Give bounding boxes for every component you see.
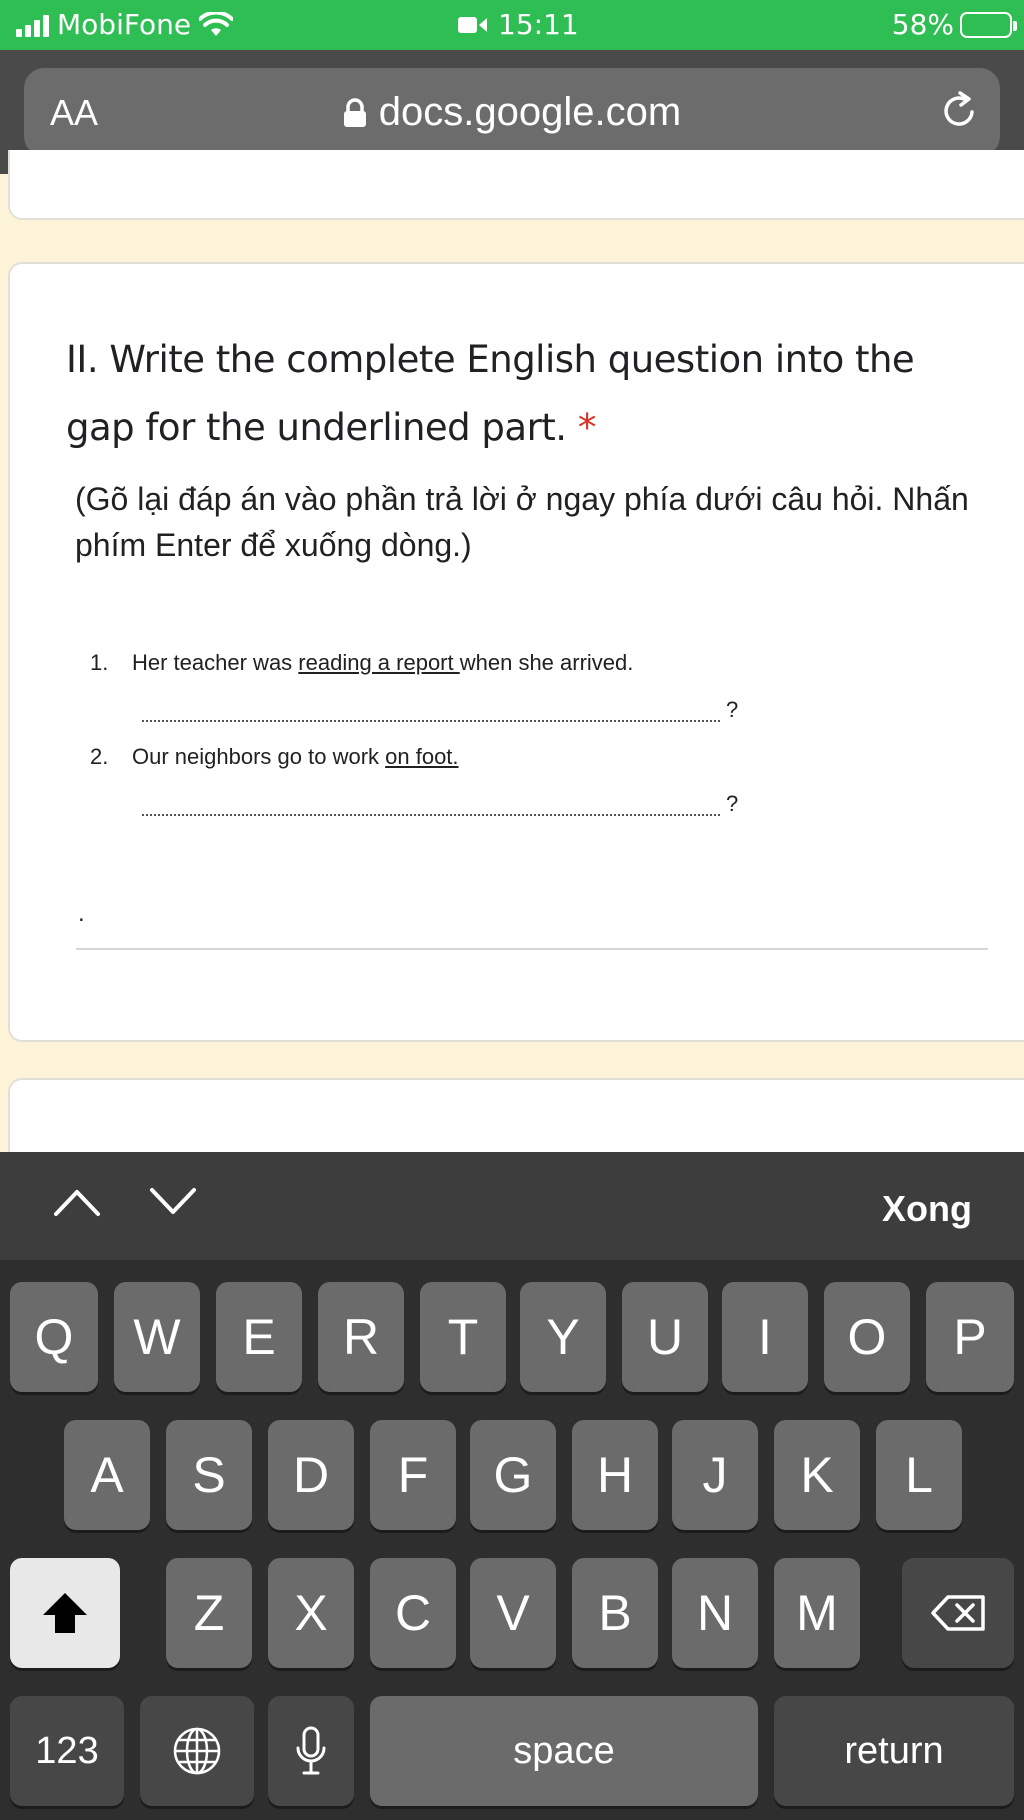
next-field-chevron-down-icon[interactable] — [148, 1184, 198, 1218]
key-d[interactable]: D — [268, 1420, 354, 1530]
key-b[interactable]: B — [572, 1558, 658, 1668]
key-e[interactable]: E — [216, 1282, 302, 1392]
reload-icon[interactable] — [938, 90, 980, 132]
key-c[interactable]: C — [370, 1558, 456, 1668]
space-key[interactable]: space — [370, 1696, 758, 1806]
battery-group — [892, 8, 1012, 41]
video-camera-icon — [458, 15, 488, 35]
previous-question-card — [8, 150, 1024, 220]
question-title-text: II. Write the complete English question into the gap for the underlined part. — [66, 338, 915, 449]
text-size-button[interactable]: AA — [50, 92, 99, 133]
key-y[interactable]: Y — [520, 1282, 606, 1392]
status-bar — [0, 0, 1024, 50]
shift-key[interactable] — [10, 1558, 120, 1668]
globe-key[interactable] — [140, 1696, 254, 1806]
lock-icon — [343, 98, 367, 128]
clock-group — [458, 8, 579, 41]
battery-icon — [960, 12, 1012, 38]
key-p[interactable]: P — [926, 1282, 1014, 1392]
item-underlined-part: on foot. — [385, 744, 459, 769]
item-text-after: when she arrived. — [459, 650, 634, 675]
key-v[interactable]: V — [470, 1558, 556, 1668]
carrier-name: MobiFone — [57, 8, 192, 41]
key-t[interactable]: T — [420, 1282, 506, 1392]
dotted-line — [142, 796, 720, 816]
item-underlined-part: reading a report — [298, 650, 460, 675]
microphone-key[interactable] — [268, 1696, 354, 1806]
url-domain: docs.google.com — [378, 90, 682, 134]
key-l[interactable]: L — [876, 1420, 962, 1530]
item-number: 1. — [90, 650, 109, 675]
key-i[interactable]: I — [722, 1282, 808, 1392]
answer-gap-1 — [90, 682, 790, 738]
key-f[interactable]: F — [370, 1420, 456, 1530]
required-asterisk: * — [577, 406, 596, 449]
url-display[interactable] — [24, 90, 1000, 135]
globe-icon — [172, 1726, 222, 1776]
question-item-1 — [90, 644, 790, 682]
done-button[interactable]: Xong — [882, 1188, 972, 1229]
key-u[interactable]: U — [622, 1282, 708, 1392]
key-k[interactable]: K — [774, 1420, 860, 1530]
key-r[interactable]: R — [318, 1282, 404, 1392]
key-s[interactable]: S — [166, 1420, 252, 1530]
key-o[interactable]: O — [824, 1282, 910, 1392]
clock: 15:11 — [498, 8, 579, 41]
key-x[interactable]: X — [268, 1558, 354, 1668]
backspace-icon — [930, 1594, 986, 1632]
question-mark: ? — [726, 791, 739, 816]
previous-field-chevron-up-icon[interactable] — [52, 1184, 102, 1218]
signal-icon — [16, 13, 49, 37]
key-j[interactable]: J — [672, 1420, 758, 1530]
item-number: 2. — [90, 744, 109, 769]
key-n[interactable]: N — [672, 1558, 758, 1668]
question-image — [90, 644, 790, 832]
item-text-before: Our neighbors go to work — [132, 744, 386, 769]
backspace-key[interactable] — [902, 1558, 1014, 1668]
question-item-2 — [90, 738, 790, 776]
key-z[interactable]: Z — [166, 1558, 252, 1668]
question-mark: ? — [726, 697, 739, 722]
answer-gap-2 — [90, 776, 790, 832]
keyboard-accessory-bar — [0, 1152, 1024, 1260]
question-description: (Gõ lại đáp án vào phần trả lời ở ngay phía dưới câu hỏi. Nhấn phím Enter để xuống dòng.) — [75, 481, 969, 563]
key-a[interactable]: A — [64, 1420, 150, 1530]
on-screen-keyboard — [0, 1260, 1024, 1820]
key-g[interactable]: G — [470, 1420, 556, 1530]
question-title — [66, 326, 966, 462]
return-key[interactable]: return — [774, 1696, 1014, 1806]
microphone-icon — [295, 1726, 327, 1776]
numbers-key[interactable]: 123 — [10, 1696, 124, 1806]
key-w[interactable]: W — [114, 1282, 200, 1392]
item-text-before: Her teacher was — [132, 650, 299, 675]
answer-input-text[interactable]: . — [78, 900, 85, 927]
key-h[interactable]: H — [572, 1420, 658, 1530]
key-m[interactable]: M — [774, 1558, 860, 1668]
battery-percent: 58% — [891, 8, 954, 41]
answer-input-underline[interactable] — [76, 948, 988, 950]
carrier-group — [16, 8, 233, 41]
dotted-line — [142, 702, 720, 722]
shift-arrow-icon — [41, 1591, 89, 1635]
key-q[interactable]: Q — [10, 1282, 98, 1392]
wifi-icon — [199, 12, 233, 38]
address-bar[interactable] — [24, 68, 1000, 156]
